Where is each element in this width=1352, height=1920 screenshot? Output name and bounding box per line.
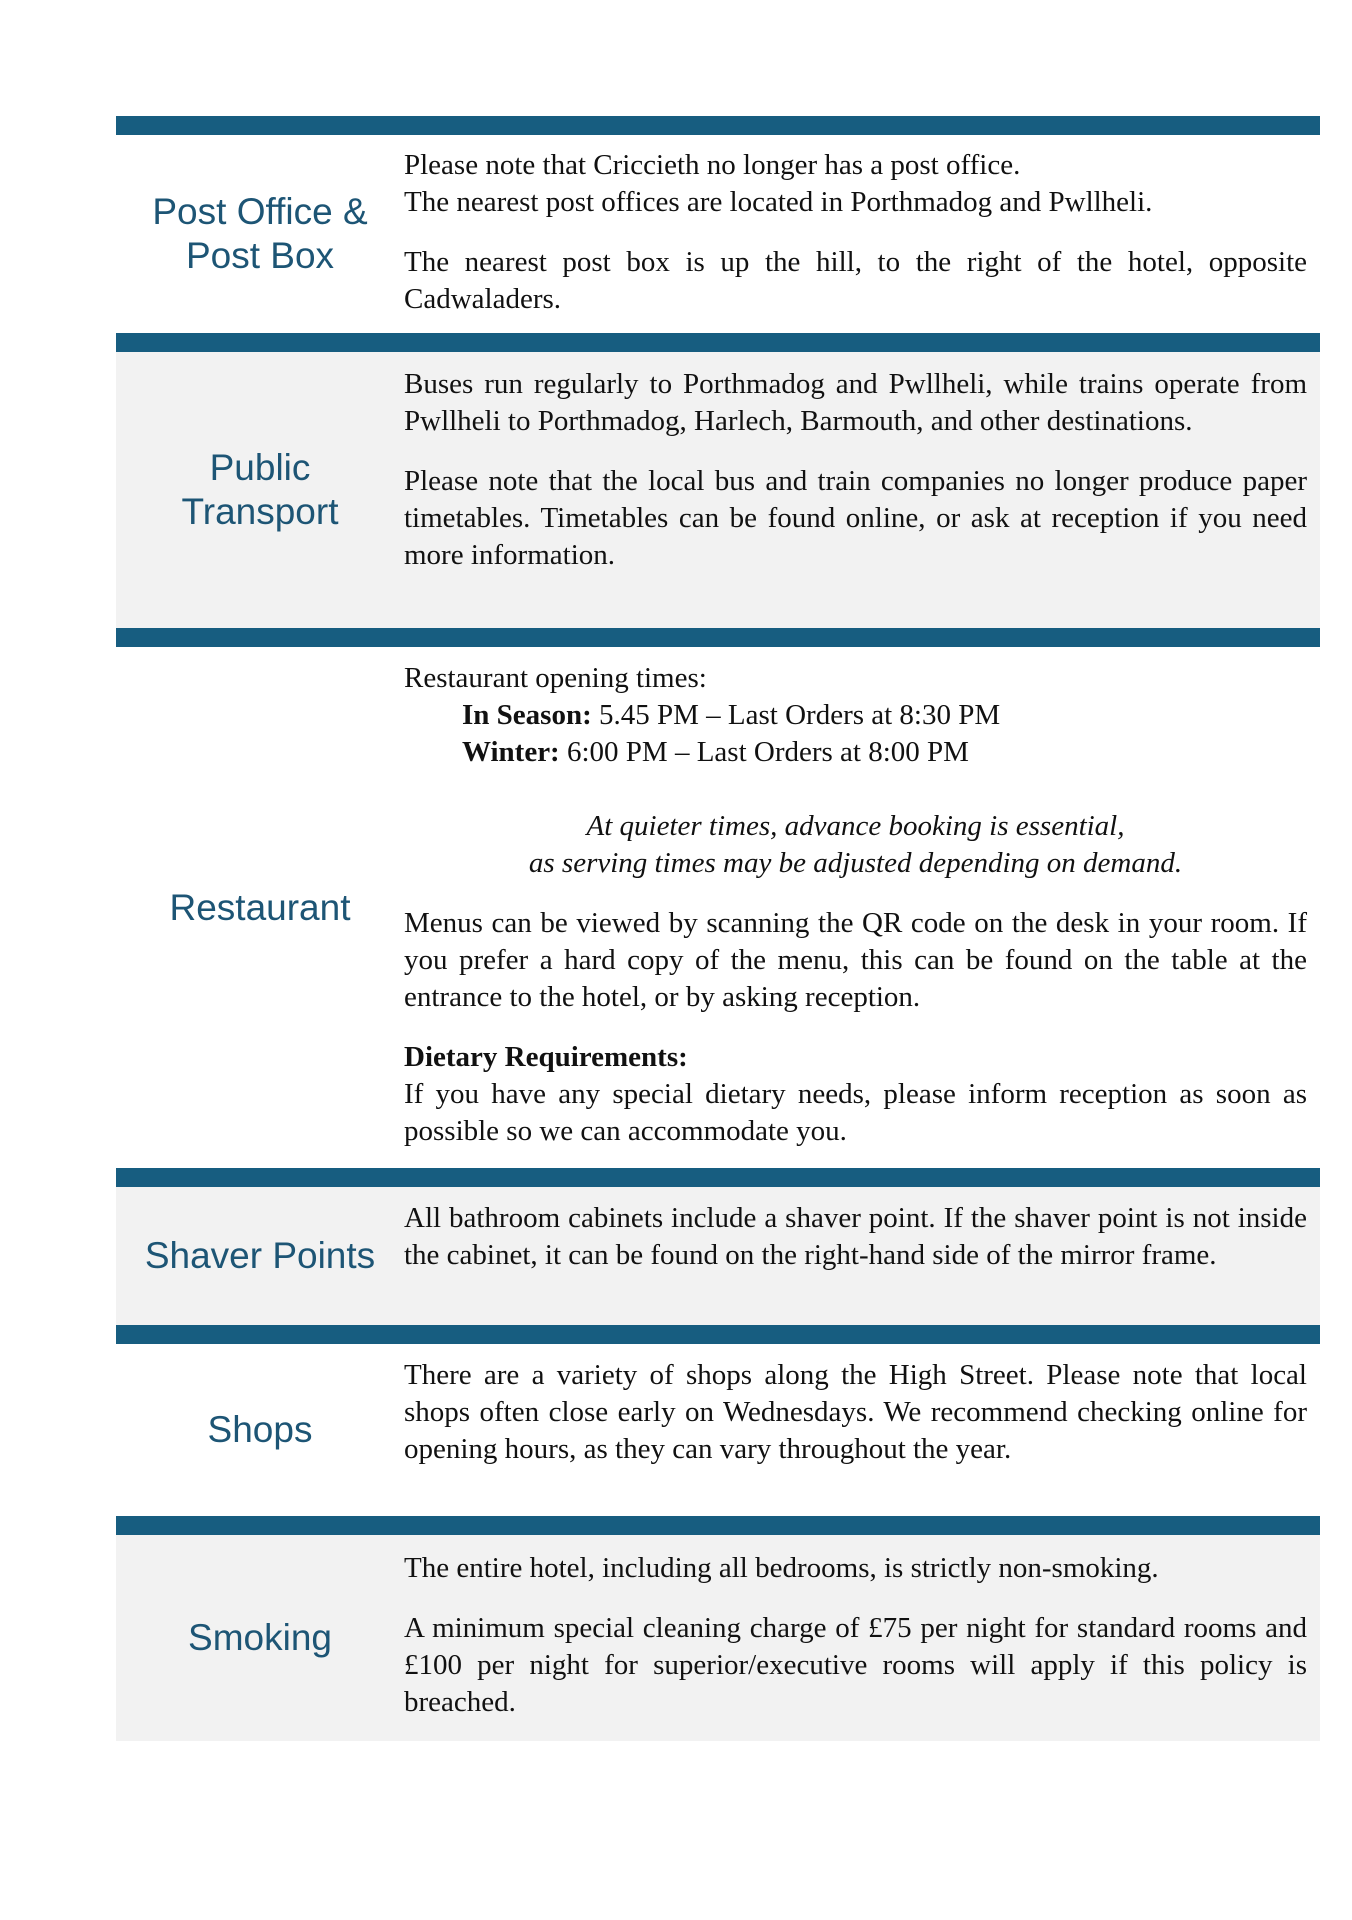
dietary-heading — [404, 1039, 1307, 1076]
season-label: In Season: — [462, 699, 592, 731]
section-body-smoking — [404, 1535, 1320, 1741]
winter-label: Winter: — [462, 736, 560, 768]
section-public-transport — [116, 352, 1320, 628]
label-line: Post Office & — [152, 191, 368, 232]
section-post-office — [116, 135, 1320, 333]
label-line: Post Box — [185, 235, 335, 276]
section-divider — [116, 1325, 1320, 1344]
label-line: Smoking — [188, 1617, 332, 1658]
paragraph: Please note that the local bus and train companies no longer produce paper timetables. Timetables can be found online, or ask at reception if you need more information. — [404, 465, 1307, 571]
label-line: Transport — [181, 491, 339, 532]
section-divider — [116, 333, 1320, 352]
paragraph: The nearest post box is up the hill, to the right of the hotel, opposite Cadwaladers. — [404, 246, 1307, 315]
section-body-post-office — [404, 135, 1320, 333]
section-divider — [116, 1516, 1320, 1535]
paragraph: Please note that Criccieth no longer has a post office. — [404, 149, 1021, 181]
section-label-smoking — [116, 1535, 404, 1741]
winter-times — [404, 734, 1307, 771]
section-label-post-office — [116, 135, 404, 333]
section-divider — [116, 1168, 1320, 1187]
section-divider — [116, 628, 1320, 647]
label-line: Shaver Points — [144, 1235, 376, 1276]
paragraph: A minimum special cleaning charge of £75 per night for standard rooms and £100 per night for superior/executive rooms will apply if this policy is breached. — [404, 1612, 1307, 1718]
section-divider — [116, 116, 1320, 135]
section-body-restaurant — [404, 647, 1320, 1168]
paragraph: Buses run regularly to Porthmadog and Pwllheli, while trains operate from Pwllheli to Porthmadog, Harlech, Barmouth, and other destinations. — [404, 368, 1307, 437]
info-document — [116, 116, 1320, 1741]
paragraph: Menus can be viewed by scanning the QR code on the desk in your room. If you prefer a hard copy of the menu, this can be found on the table at the entrance to the hotel, or by asking reception. — [404, 907, 1307, 1013]
dietary-heading-text: Dietary Requirements: — [404, 1041, 688, 1073]
paragraph: All bathroom cabinets include a shaver point. If the shaver point is not inside the cabinet, it can be found on the right-hand side of the mirror frame. — [404, 1202, 1307, 1271]
section-shops — [116, 1344, 1320, 1516]
paragraph: There are a variety of shops along the High Street. Please note that local shops often close early on Wednesdays. We recommend checking online for opening hours, as they can vary throughout the year. — [404, 1359, 1307, 1465]
paragraph: The entire hotel, including all bedrooms, is strictly non-smoking. — [404, 1552, 1159, 1584]
season-value: 5.45 PM – Last Orders at 8:30 PM — [591, 699, 1001, 731]
section-shaver-points — [116, 1187, 1320, 1325]
booking-note-line: as serving times may be adjusted depending on demand. — [528, 847, 1183, 879]
section-body-shaver-points — [404, 1187, 1320, 1325]
section-label-public-transport — [116, 352, 404, 628]
section-label-restaurant — [116, 647, 404, 1168]
section-label-shaver-points — [116, 1187, 404, 1325]
paragraph: If you have any special dietary needs, please inform reception as soon as possible so we can accommodate you. — [404, 1078, 1307, 1147]
booking-note-line: At quieter times, advance booking is essential, — [586, 810, 1125, 842]
winter-value: 6:00 PM – Last Orders at 8:00 PM — [559, 736, 969, 768]
label-line: Public — [209, 447, 311, 488]
paragraph: The nearest post offices are located in Porthmadog and Pwllheli. — [404, 186, 1153, 218]
label-line: Shops — [207, 1409, 313, 1450]
opening-times-heading: Restaurant opening times: — [404, 662, 707, 694]
section-label-shops — [116, 1344, 404, 1516]
section-smoking — [116, 1535, 1320, 1741]
section-body-shops — [404, 1344, 1320, 1516]
section-restaurant — [116, 647, 1320, 1168]
season-times — [404, 697, 1307, 734]
section-body-public-transport — [404, 352, 1320, 628]
label-line: Restaurant — [169, 886, 351, 928]
